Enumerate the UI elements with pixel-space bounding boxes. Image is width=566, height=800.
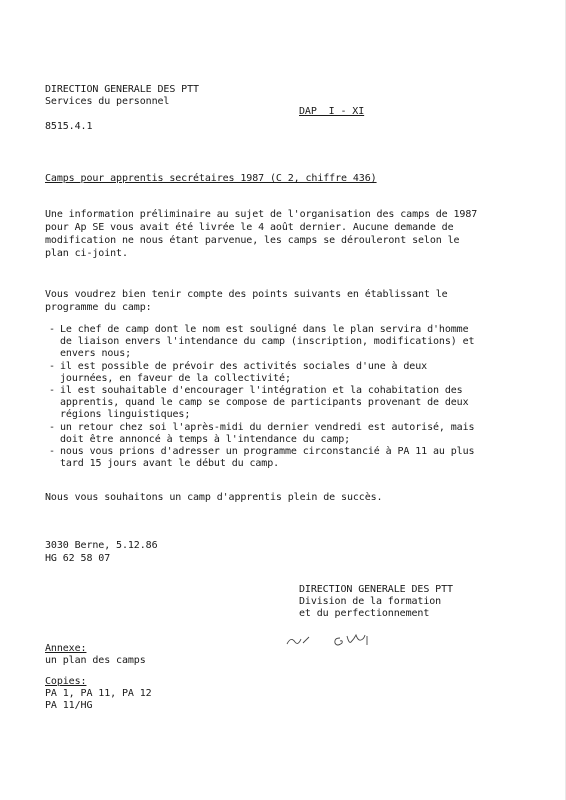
lead-in-text: Vous voudrez bien tenir compte des points suivants en établissant le programme du camp:	[45, 289, 448, 313]
list-item-text: il est possible de prévoir des activités sociales d'une à deux journées, en faveur de la collectivité;	[60, 360, 428, 384]
intro-text: Une information préliminaire au sujet de l'organisation des camps de 1987 pour Ap SE vous avait été livrée le 4 août dernier. Aucune demande de modification ne nous étant parvenue, les camps se dérouleront selon le plan ci-joint.	[45, 209, 478, 259]
handwritten-signature	[285, 630, 445, 650]
list-item-text: il est souhaitable d'encourager l'intégration et la cohabitation des apprentis, quand le camp se compose de participants provenant de deux régions linguistiques;	[60, 385, 469, 421]
file-number: 8515.4.1	[45, 121, 93, 132]
org-line-2: Services du personnel	[45, 96, 170, 107]
closing-line: Nous vous souhaitons un camp d'apprentis plein de succès.	[45, 492, 383, 503]
points-list	[45, 324, 475, 470]
sender-reference: HG 62 58 07	[45, 553, 111, 564]
dash-icon: -	[49, 324, 55, 335]
list-item-text: un retour chez soi l'après-midi du dernier vendredi est autorisé, mais doit être annoncé à temps à l'intendance du camp;	[60, 421, 475, 445]
dash-icon: -	[49, 421, 55, 433]
copies-line-1: PA 1, PA 11, PA 12	[45, 688, 152, 699]
list-item	[45, 361, 475, 385]
dash-icon: -	[49, 385, 55, 397]
list-item	[45, 385, 475, 422]
copies-label: Copies:	[45, 676, 87, 687]
annex-text: un plan des camps	[45, 655, 146, 666]
intro-paragraph	[45, 208, 485, 260]
subject-line: Camps pour apprentis secrétaires 1987 (C 2, chiffre 436)	[45, 173, 377, 184]
list-item	[45, 422, 475, 446]
copies-line-2: PA 11/HG	[45, 700, 93, 711]
place-date: 3030 Berne, 5.12.86	[45, 540, 158, 551]
dash-icon: -	[49, 360, 55, 372]
org-line-1: DIRECTION GENERALE DES PTT	[45, 84, 199, 95]
annex-label: Annexe:	[45, 643, 87, 654]
list-item-text: nous vous prions d'adresser un programme circonstancié à PA 11 au plus tard 15 jours avant le début du camp.	[60, 446, 475, 470]
reference-code: DAP I - XI	[299, 106, 365, 117]
list-item	[45, 324, 475, 361]
dash-icon: -	[49, 446, 55, 458]
lead-in-paragraph	[45, 288, 485, 314]
signature-subdivision: et du perfectionnement	[299, 608, 430, 619]
list-item	[45, 446, 475, 470]
signature-division: Division de la formation	[299, 596, 442, 607]
list-item-text: Le chef de camp dont le nom est souligné dans le plan servira d'homme de liaison envers l'intendance du camp (inscription, modifications) et envers nous;	[60, 324, 475, 360]
signature-org: DIRECTION GENERALE DES PTT	[299, 584, 453, 595]
